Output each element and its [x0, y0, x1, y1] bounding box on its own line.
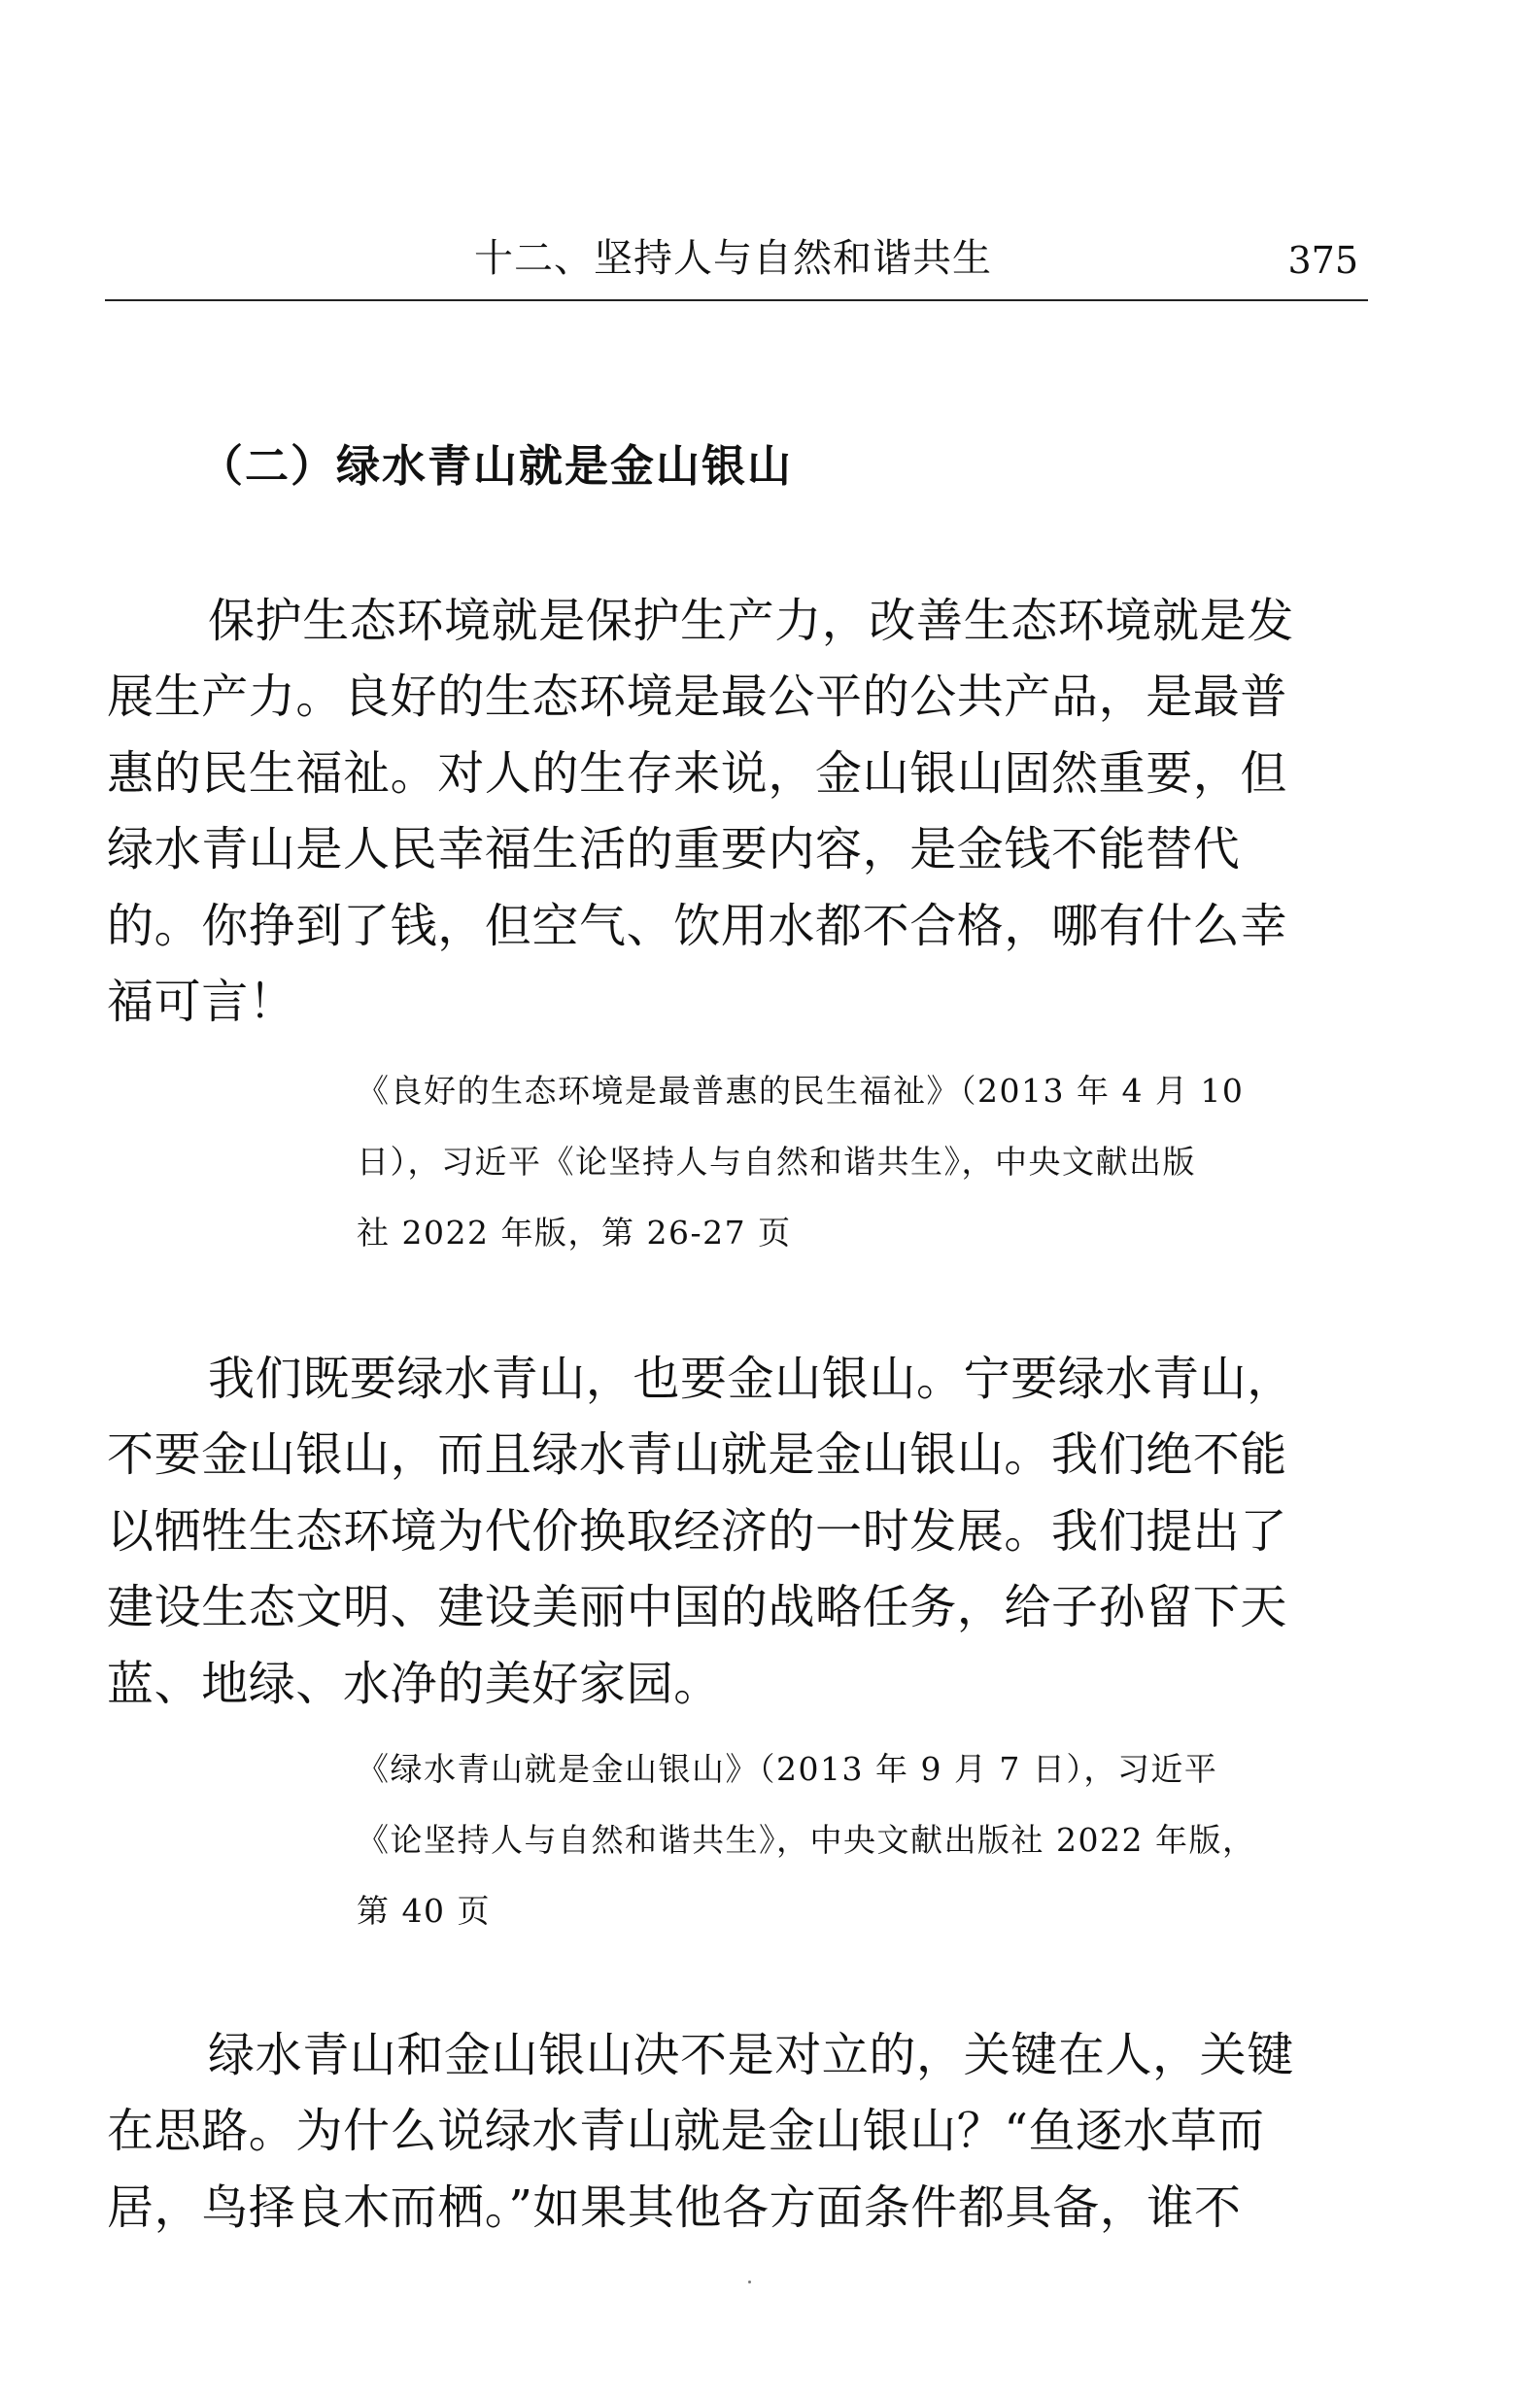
- paragraph-2-line-3: 以牺牲生态环境为代价换取经济的一时发展。我们提出了: [107, 1503, 1288, 1559]
- source-1-line-2: 日），习近平《论坚持人与自然和谐共生》，中央文献出版: [357, 1143, 1196, 1181]
- header-rule: [105, 299, 1368, 301]
- paragraph-3-line-1: 绿水青山和金山银山决不是对立的，关键在人，关键: [208, 2028, 1294, 2082]
- paragraph-1-line-5: 的。你挣到了钱，但空气、饮用水都不合格，哪有什么幸: [107, 898, 1288, 953]
- source-citation-2: [357, 1733, 1367, 1946]
- scan-speck: [748, 2281, 751, 2283]
- paragraph-3: [107, 2017, 1368, 2246]
- running-header: [105, 231, 1368, 299]
- paragraph-2-line-5: 蓝、地绿、水净的美好家园。: [107, 1656, 721, 1711]
- section-heading: （二）绿水青山就是金山银山: [199, 440, 794, 492]
- paragraph-2-line-1: 我们既要绿水青山，也要金山银山。宁要绿水青山，: [208, 1352, 1294, 1406]
- paragraph-1-line-6: 福可言！: [107, 974, 296, 1029]
- paragraph-3-line-3: 居，鸟择良木而栖。”如果其他各方面条件都具备，谁不: [107, 2179, 1242, 2235]
- source-1-line-3: 社 2022 年版，第 26-27 页: [357, 1214, 792, 1252]
- paragraph-2: [107, 1341, 1368, 1722]
- paragraph-2-line-2: 不要金山银山，而且绿水青山就是金山银山。我们绝不能: [107, 1427, 1288, 1483]
- paragraph-1-line-2: 展生产力。良好的生态环境是最公平的公共产品，是最普: [107, 669, 1288, 725]
- chapter-title: 十二、坚持人与自然和谐共生: [474, 236, 992, 281]
- source-2-line-2: 《论坚持人与自然和谐共生》，中央文献出版社 2022 年版，: [357, 1821, 1256, 1859]
- paragraph-2-line-4: 建设生态文明、建设美丽中国的战略任务，给子孙留下天: [107, 1580, 1288, 1635]
- paragraph-1-line-3: 惠的民生福祉。对人的生存来说，金山银山固然重要，但: [107, 745, 1288, 801]
- source-2-line-3: 第 40 页: [357, 1892, 491, 1930]
- paragraph-1: [107, 583, 1368, 1040]
- source-1-line-1: 《良好的生态环境是最普惠的民生福祉》（2013 年 4 月 10: [357, 1072, 1245, 1110]
- page-number: 375: [1287, 239, 1358, 282]
- paragraph-1-line-1: 保护生态环境就是保护生产力，改善生态环境就是发: [208, 594, 1294, 648]
- paragraph-1-line-4: 绿水青山是人民幸福生活的重要内容，是金钱不能替代: [107, 822, 1241, 877]
- source-2-line-1: 《绿水青山就是金山银山》（2013 年 9 月 7 日），习近平: [357, 1750, 1218, 1788]
- paragraph-3-line-2: 在思路。为什么说绿水青山就是金山银山？“鱼逐水草而: [107, 2104, 1265, 2159]
- source-citation-1: [357, 1055, 1367, 1268]
